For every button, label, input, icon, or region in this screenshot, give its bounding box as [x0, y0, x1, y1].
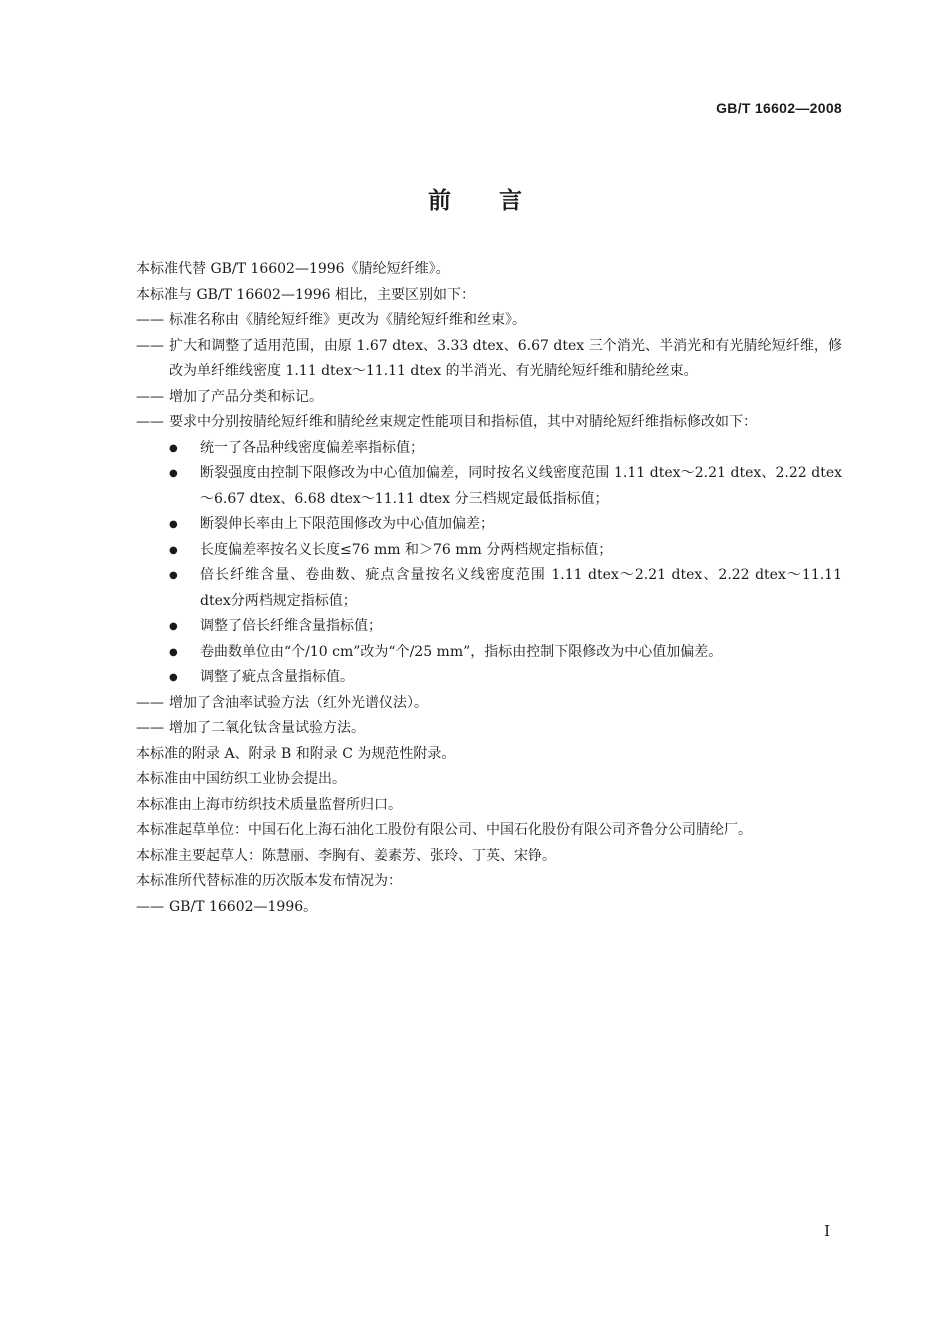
paragraph: 本标准起草单位：中国石化上海石油化工股份有限公司、中国石化股份有限公司齐鲁分公司腈纶厂。 [136, 822, 752, 838]
bullet-icon: ● [169, 544, 178, 556]
dash-mark: —— [136, 337, 164, 354]
list-item: ● 调整了倍长纤维含量指标值； [169, 614, 842, 640]
paragraph: 本标准代替 GB/T 16602—1996《腈纶短纤维》。 [136, 261, 450, 277]
change-item [108, 410, 842, 436]
dash-mark: —— [136, 898, 164, 915]
change-item [108, 691, 842, 717]
change-text: 增加了二氧化钛含量试验方法。 [169, 720, 365, 736]
change-text: 增加了产品分类和标记。 [169, 388, 323, 405]
change-text: 标准名称由《腈纶短纤维》更改为《腈纶短纤维和丝束》。 [169, 312, 526, 328]
change-text: 要求中分别按腈纶短纤维和腈纶丝束规定性能项目和指标值，其中对腈纶短纤维指标修改如下： [169, 414, 757, 430]
change-item [108, 385, 842, 411]
paragraph: 本标准所代替标准的历次版本发布情况为： [136, 873, 402, 889]
list-item: ● 卷曲数单位由“个/10 cm”改为“个/25 mm”，指标由控制下限修改为中心值加偏差。 [169, 640, 842, 666]
page-title: 前言 [428, 188, 570, 214]
foreword-body [108, 257, 842, 920]
dash-mark: —— [136, 720, 164, 736]
bullet-icon: ● [169, 672, 178, 683]
paragraph: 本标准由上海市纺织技术质量监督所归口。 [136, 796, 402, 813]
dash-mark: —— [136, 312, 164, 328]
dash-mark: —— [136, 388, 164, 405]
paragraph: 本标准由中国纺织工业协会提出。 [136, 771, 346, 787]
change-item [108, 334, 842, 385]
dash-mark: —— [136, 694, 164, 711]
bullet-icon: ● [169, 646, 178, 658]
list-item: ● 断裂强度由控制下限修改为中心值加偏差，同时按名义线密度范围 1.11 dtex～2.21 dtex、2.22 dtex～6.67 dtex、6.68 dtex～11.11 dtex 分三档规定最低指标值； [169, 461, 842, 512]
history-text: GB/T 16602—1996。 [169, 898, 318, 915]
list-item: ● 调整了疵点含量指标值。 [169, 665, 842, 691]
standard-code: GB/T 16602—2008 [716, 100, 842, 116]
page-number: Ⅰ [824, 1222, 830, 1240]
list-item: ● 长度偏差率按名义长度≤76 mm 和＞76 mm 分两档规定指标值； [169, 538, 842, 564]
change-item [108, 716, 842, 742]
history-item [108, 895, 842, 921]
bullet-icon: ● [169, 621, 178, 632]
bullet-icon: ● [169, 442, 178, 454]
change-text: 增加了含油率试验方法（红外光谱仪法）。 [169, 694, 428, 711]
paragraph: 本标准的附录 A、附录 B 和附录 C 为规范性附录。 [136, 745, 456, 762]
bullet-icon: ● [169, 570, 178, 581]
dash-mark: —— [136, 414, 164, 430]
list-item: ● 倍长纤维含量、卷曲数、疵点含量按名义线密度范围 1.11 dtex～2.21 dtex、2.22 dtex～11.11 dtex分两档规定指标值； [169, 563, 842, 614]
list-item: ● 断裂伸长率由上下限范围修改为中心值加偏差； [169, 512, 842, 538]
bullet-icon: ● [169, 519, 178, 530]
bullet-list [108, 436, 842, 691]
change-item [108, 308, 842, 334]
list-item: ● 统一了各品种线密度偏差率指标值； [169, 436, 842, 462]
paragraph: 本标准与 GB/T 16602—1996 相比，主要区别如下： [136, 286, 476, 303]
change-text: 扩大和调整了适用范围，由原 1.67 dtex、3.33 dtex、6.67 dtex 三个消光、半消光和有光腈纶短纤维，修改为单纤维线密度 1.11 dtex～11.11 dtex 的半消光、有光腈纶短纤维和腈纶丝束。 [169, 337, 842, 379]
paragraph: 本标准主要起草人：陈慧丽、李胸有、姜素芳、张玲、丁英、宋铮。 [136, 847, 556, 864]
bullet-icon: ● [169, 468, 178, 479]
